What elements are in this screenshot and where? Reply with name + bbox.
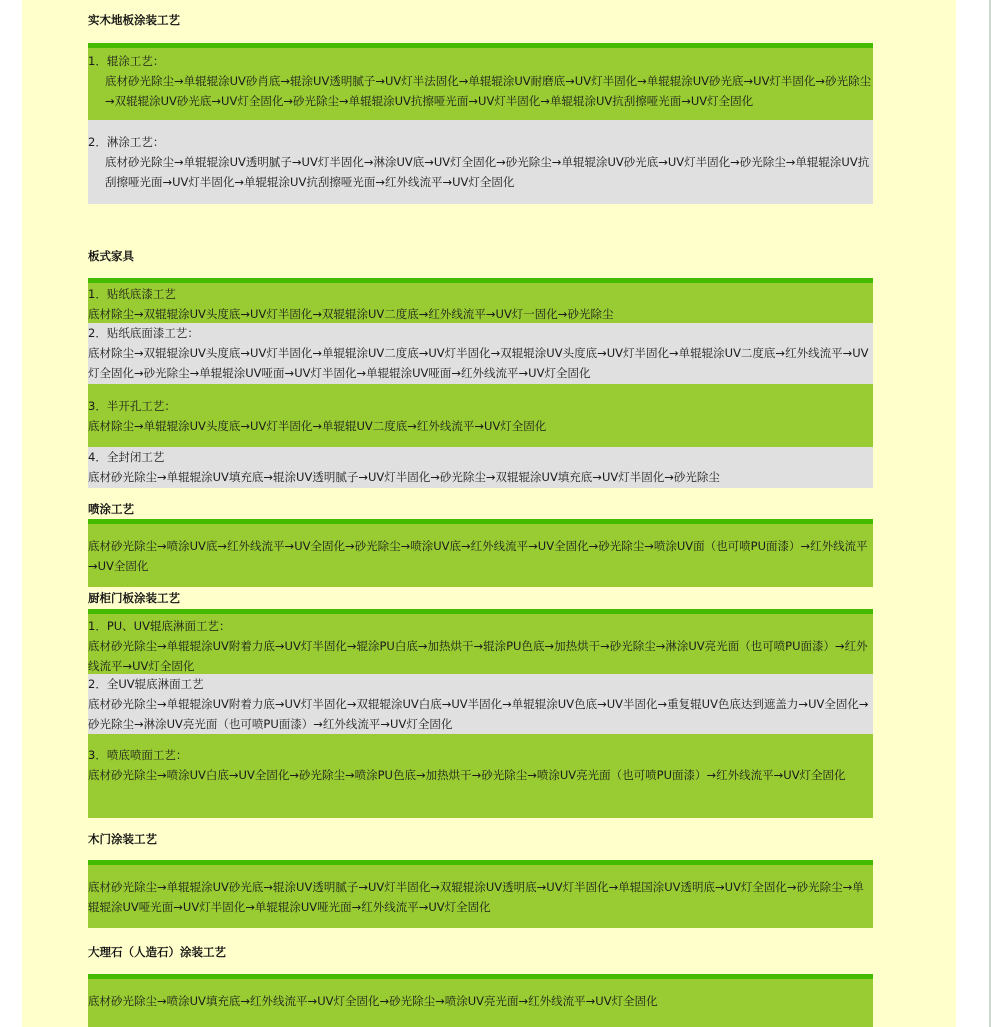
process-block-curtain xyxy=(88,120,873,204)
process-body: 底材砂光除尘→喷涂UV填充底→红外线流平→UV灯全固化→砂光除尘→喷涂UV亮光面→红外线流平→UV灯全固化 xyxy=(88,994,658,1008)
process-body: 底材砂光除尘→喷涂UV底→红外线流平→UV全固化→砂光除尘→喷涂UV底→红外线流平→UV全固化→砂光除尘→喷涂UV面（也可喷PU面漆）→红外线流平→UV全固化 xyxy=(88,539,868,573)
section-panel-furniture xyxy=(88,278,873,488)
process-body: 底材砂光除尘→喷涂UV白底→UV全固化→砂光除尘→喷涂PU色底→加热烘干→砂光除尘→喷涂UV亮光面（也可喷PU面漆）→红外线流平→UV灯全固化 xyxy=(88,768,846,782)
section-solid-wood-floor xyxy=(88,43,873,204)
section-wooden-door xyxy=(88,860,873,928)
process-body: 底材砂光除尘→单辊辊涂UV透明腻子→UV灯半固化→淋涂UV底→UV灯全固化→砂光除尘→单辊辊涂UV砂光底→UV灯半固化→砂光除尘→单辊辊涂UV抗刮擦哑光面→UV灯半固化→单辊辊涂UV抗刮擦哑光面→红外线流平→UV灯全固化 xyxy=(105,155,870,189)
process-heading: 2．淋涂工艺： xyxy=(88,135,165,149)
section-title-marble: 大理石（人造石）涂装工艺 xyxy=(88,945,226,959)
process-block-spray-spray xyxy=(88,734,873,818)
process-block-wooden-door xyxy=(88,865,873,928)
process-body: 底材除尘→双辊辊涂UV头度底→UV灯半固化→单辊辊涂UV二度底→UV灯半固化→双辊辊涂UV头度底→UV灯半固化→单辊辊涂UV二度底→红外线流平→UV灯全固化→砂光除尘→单辊辊涂UV哑面→UV灯半固化→单辊辊涂UV哑面→红外线流平→UV灯全固化 xyxy=(88,346,869,380)
section-spray xyxy=(88,519,873,587)
section-title-wooden-door: 木门涂装工艺 xyxy=(88,832,157,846)
process-block-paper-topcoat xyxy=(88,323,873,384)
section-title-cabinet-door: 厨柜门板涂装工艺 xyxy=(88,591,180,605)
process-heading: 3．喷底喷面工艺： xyxy=(88,748,188,762)
section-title-spray: 喷涂工艺 xyxy=(88,502,134,516)
process-block-paper-primer xyxy=(88,283,873,323)
process-heading: 1．辊涂工艺： xyxy=(88,54,165,68)
process-heading: 2．贴纸底面漆工艺： xyxy=(88,326,199,340)
process-heading: 4．全封闭工艺 xyxy=(88,450,165,464)
section-cabinet-door xyxy=(88,609,873,818)
process-block-semi-open xyxy=(88,384,873,447)
process-body: 底材砂光除尘→单辊辊涂UV附着力底→UV灯半固化→辊涂PU白底→加热烘干→辊涂PU色底→加热烘干→砂光除尘→淋涂UV亮光面（也可喷PU面漆）→红外线流平→UV灯全固化 xyxy=(88,639,868,673)
process-block-fully-closed xyxy=(88,447,873,488)
process-heading: 2．全UV辊底淋面工艺 xyxy=(88,677,204,691)
process-block-roller xyxy=(88,48,873,120)
process-body: 底材除尘→单辊辊涂UV头度底→UV灯半固化→单辊辊UV二度底→红外线流平→UV灯全固化 xyxy=(88,419,547,433)
process-block-pu-uv xyxy=(88,614,873,674)
process-body: 底材砂光除尘→单辊辊涂UV附着力底→UV灯半固化→双辊辊涂UV白底→UV半固化→单辊辊涂UV色底→UV半固化→重复辊UV色底达到遮盖力→UV全固化→砂光除尘→淋涂UV亮光面（也可喷PU面漆）→红外线流平→UV灯全固化 xyxy=(88,697,869,731)
process-body: 底材砂光除尘→单辊辊涂UV砂光底→辊涂UV透明腻子→UV灯半固化→双辊辊涂UV透明底→UV灯半固化→单辊国涂UV透明底→UV灯全固化→砂光除尘→单辊辊涂UV哑光面→UV灯半固化→单辊辊涂UV哑光面→红外线流平→UV灯全固化 xyxy=(88,880,864,914)
section-title-panel-furniture: 板式家具 xyxy=(88,249,134,263)
section-marble xyxy=(88,974,873,1027)
process-heading: 1．贴纸底漆工艺 xyxy=(88,287,176,301)
process-block-full-uv xyxy=(88,674,873,734)
process-block-marble xyxy=(88,979,873,1027)
section-title-solid-wood-floor: 实木地板涂装工艺 xyxy=(88,13,180,27)
process-heading: 3．半开孔工艺： xyxy=(88,399,176,413)
process-body: 底材除尘→双辊辊涂UV头度底→UV灯半固化→双辊辊涂UV二度底→红外线流平→UV灯一固化→砂光除尘 xyxy=(88,307,614,321)
process-body: 底材砂光除尘→单辊辊涂UV砂肖底→辊涂UV透明腻子→UV灯半法固化→单辊辊涂UV耐磨底→UV灯半固化→单辊辊涂UV砂光底→UV灯半固化→砂光除尘→双辊辊涂UV砂光底→UV灯全固化→砂光除尘→单辊辊涂UV抗擦哑光面→UV灯半固化→单辊辊涂UV抗刮擦哑光面→UV灯全固化 xyxy=(105,74,872,108)
process-body: 底材砂光除尘→单辊辊涂UV填充底→辊涂UV透明腻子→UV灯半固化→砂光除尘→双辊辊涂UV填充底→UV灯半固化→砂光除尘 xyxy=(88,470,720,484)
process-heading: 1．PU、UV辊底淋面工艺： xyxy=(88,619,231,633)
process-block-spray xyxy=(88,524,873,587)
